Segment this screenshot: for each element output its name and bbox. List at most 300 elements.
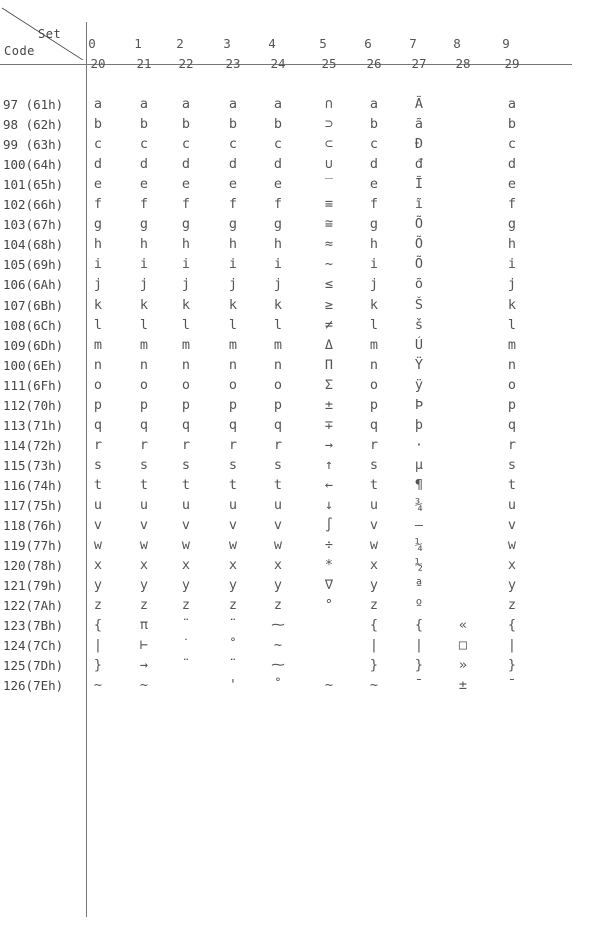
set-code: 27 (411, 56, 427, 71)
char-cell: x (181, 557, 191, 574)
char-cell: s (369, 456, 379, 473)
char-cell: o (369, 376, 379, 393)
char-cell: h (369, 236, 379, 253)
char-cell: t (273, 476, 283, 493)
char-cell: z (273, 597, 283, 614)
char-cell: { (93, 617, 103, 634)
char-cell: v (181, 517, 191, 534)
char-cell: d (139, 156, 149, 173)
char-cell: * (324, 557, 334, 574)
char-cell: · (414, 436, 424, 453)
row-code-label: 117(75h) (3, 498, 64, 513)
char-cell: ≠ (324, 316, 334, 333)
char-cell: Ã (414, 96, 424, 112)
char-cell: y (507, 577, 517, 594)
char-cell: l (369, 316, 379, 333)
char-cell: n (93, 356, 103, 373)
char-cell: d (507, 156, 517, 173)
char-cell: t (139, 476, 149, 493)
set-number: 8 (453, 36, 461, 51)
char-cell: p (507, 396, 517, 413)
char-cell: u (273, 497, 283, 513)
char-cell: u (507, 497, 517, 513)
set-code: 20 (90, 56, 106, 71)
char-cell: j (507, 276, 517, 293)
char-cell: a (507, 96, 517, 112)
char-cell: d (93, 156, 103, 173)
char-cell: t (507, 476, 517, 493)
char-cell: l (507, 316, 517, 333)
row-code-label: 100(64h) (3, 157, 64, 173)
char-cell: e (228, 176, 238, 193)
char-cell: | (93, 637, 103, 654)
char-cell: ˙ (181, 637, 191, 654)
char-cell: t (181, 476, 191, 493)
char-cell: } (93, 657, 103, 674)
row-code-label: 123(7Bh) (3, 618, 64, 634)
char-cell: d (273, 156, 283, 173)
char-cell: q (507, 416, 517, 433)
char-cell: v (273, 517, 283, 534)
char-cell: v (369, 517, 379, 534)
char-cell: h (139, 236, 149, 253)
char-cell: c (228, 136, 238, 153)
char-cell: w (181, 537, 191, 554)
row-code-label: 113(71h) (3, 417, 64, 433)
set-number: 5 (319, 36, 327, 51)
char-cell: b (228, 116, 238, 133)
set-code: 26 (366, 56, 382, 71)
char-cell: m (369, 336, 379, 353)
char-cell: w (93, 537, 103, 554)
char-cell: c (139, 136, 149, 153)
set-number: 4 (268, 36, 276, 51)
horizontal-divider (0, 64, 572, 65)
char-cell: g (228, 216, 238, 233)
char-cell: — (414, 517, 424, 534)
char-cell: ~ (324, 677, 334, 694)
char-cell: m (93, 336, 103, 353)
char-cell: d (181, 156, 191, 173)
row-code-label: 108(6Ch) (3, 317, 64, 333)
char-cell: Ĩ (414, 176, 424, 193)
char-cell: s (181, 456, 191, 473)
set-number: 7 (409, 36, 417, 51)
char-cell: } (507, 657, 517, 674)
char-cell: ∫ (324, 517, 334, 534)
char-cell: } (414, 657, 424, 674)
char-cell: ≥ (324, 296, 334, 313)
char-cell: q (369, 416, 379, 433)
char-cell: j (369, 276, 379, 293)
set-code: 22 (178, 56, 194, 71)
char-cell: ~ (273, 637, 283, 654)
char-cell: z (228, 597, 238, 614)
set-number: 6 (364, 36, 372, 51)
row-code-label: 98 (62h) (3, 117, 64, 133)
char-cell: j (93, 276, 103, 293)
set-code: 24 (270, 56, 286, 71)
char-cell: l (273, 316, 283, 333)
row-code-label: 122(7Ah) (3, 598, 64, 614)
char-cell: k (369, 296, 379, 313)
char-cell: u (369, 497, 379, 513)
char-cell: → (139, 657, 149, 674)
code-header-label: Code (4, 44, 35, 58)
char-cell: ~ (139, 677, 149, 694)
char-cell: i (369, 256, 379, 273)
char-cell: b (369, 116, 379, 133)
char-cell: ½ (414, 557, 424, 574)
char-cell: e (369, 176, 379, 193)
char-cell: r (507, 436, 517, 453)
char-cell: j (139, 276, 149, 293)
char-cell: f (369, 196, 379, 213)
char-cell: e (181, 176, 191, 193)
row-code-label: 125(7Dh) (3, 658, 64, 674)
row-code-label: 103(67h) (3, 217, 64, 233)
char-cell: ĩ (414, 196, 424, 213)
char-cell: t (369, 476, 379, 493)
char-cell: b (93, 116, 103, 133)
char-cell: c (369, 136, 379, 153)
char-cell: ← (324, 476, 334, 493)
char-cell: ∇ (324, 577, 334, 594)
char-cell: w (369, 537, 379, 554)
char-cell: Δ (324, 336, 334, 353)
char-cell: u (181, 497, 191, 513)
char-cell: n (507, 356, 517, 373)
char-cell: z (181, 597, 191, 614)
char-cell: q (93, 416, 103, 433)
char-cell: b (181, 116, 191, 133)
char-cell: q (273, 416, 283, 433)
char-cell: Þ (414, 396, 424, 413)
char-cell: h (273, 236, 283, 253)
char-cell: l (139, 316, 149, 333)
char-cell: t (93, 476, 103, 493)
char-cell: w (139, 537, 149, 554)
char-cell: r (181, 436, 191, 453)
char-cell: h (93, 236, 103, 253)
char-cell: g (139, 216, 149, 233)
char-cell: ¨ (228, 617, 238, 634)
char-cell: ∓ (324, 416, 334, 433)
set-code: 25 (321, 56, 337, 71)
char-cell: g (181, 216, 191, 233)
char-cell: u (139, 497, 149, 513)
char-cell: o (181, 376, 191, 393)
char-cell: b (507, 116, 517, 133)
set-number: 9 (502, 36, 510, 51)
char-cell: i (228, 256, 238, 273)
char-cell: f (228, 196, 238, 213)
char-cell: f (93, 196, 103, 213)
char-cell: s (93, 456, 103, 473)
char-cell: Ÿ (414, 356, 424, 373)
char-cell: ˚ (228, 637, 238, 654)
char-cell: t (228, 476, 238, 493)
char-cell: c (273, 136, 283, 153)
row-code-label: 100(6Eh) (3, 357, 64, 373)
char-cell: v (228, 517, 238, 534)
char-cell: p (139, 396, 149, 413)
row-code-label: 106(6Ah) (3, 277, 64, 293)
char-cell: u (93, 497, 103, 513)
char-cell: | (507, 637, 517, 654)
char-cell: ¼ (414, 537, 424, 554)
char-cell: c (507, 136, 517, 153)
char-cell: ¨ (181, 617, 191, 634)
char-cell: i (273, 256, 283, 273)
char-cell: q (181, 416, 191, 433)
char-cell: p (369, 396, 379, 413)
set-number: 0 (88, 36, 96, 51)
char-cell: k (273, 296, 283, 313)
char-cell: p (228, 396, 238, 413)
char-cell: c (181, 136, 191, 153)
char-cell: ± (324, 396, 334, 413)
char-cell: x (228, 557, 238, 574)
char-cell: n (139, 356, 149, 373)
row-code-label: 115(73h) (3, 457, 64, 473)
char-cell: μ (414, 456, 424, 473)
char-cell: n (369, 356, 379, 373)
char-cell: b (139, 116, 149, 133)
char-cell: Đ (414, 136, 424, 153)
char-cell: e (93, 176, 103, 193)
char-cell: e (507, 176, 517, 193)
char-cell: z (507, 597, 517, 614)
char-cell: n (181, 356, 191, 373)
char-cell: º (414, 597, 424, 614)
set-number: 2 (176, 36, 184, 51)
char-cell: n (273, 356, 283, 373)
char-cell: b (273, 116, 283, 133)
row-code-label: 105(69h) (3, 257, 64, 273)
char-cell: m (228, 336, 238, 353)
char-cell: r (93, 436, 103, 453)
set-header-label: Set (38, 27, 62, 41)
char-cell: p (93, 396, 103, 413)
char-cell: Π (324, 356, 334, 373)
char-cell: { (507, 617, 517, 634)
char-cell: y (93, 577, 103, 594)
char-cell: ⁓ (271, 617, 285, 634)
char-cell: ↑ (324, 456, 334, 473)
char-cell: o (93, 376, 103, 393)
row-code-label: 99 (63h) (3, 137, 64, 153)
char-cell: Ú (414, 336, 424, 353)
char-cell: d (369, 156, 379, 173)
set-code: 29 (504, 56, 520, 71)
char-cell: o (507, 376, 517, 393)
row-code-label: 97 (61h) (3, 97, 64, 112)
char-cell: | (414, 637, 424, 654)
char-cell: i (93, 256, 103, 273)
row-code-label: 126(7Eh) (3, 678, 64, 694)
char-cell: h (507, 236, 517, 253)
char-cell: a (273, 96, 283, 112)
char-cell: l (181, 316, 191, 333)
char-cell: j (228, 276, 238, 293)
char-cell: y (273, 577, 283, 594)
char-cell: f (273, 196, 283, 213)
char-cell: m (273, 336, 283, 353)
char-cell: w (507, 537, 517, 554)
char-cell: ⊂ (324, 136, 334, 153)
char-cell: s (228, 456, 238, 473)
char-cell: x (369, 557, 379, 574)
char-cell: r (139, 436, 149, 453)
char-cell: x (273, 557, 283, 574)
char-cell: ⁓ (271, 657, 285, 674)
char-cell: Õ (414, 256, 424, 273)
set-number: 3 (223, 36, 231, 51)
char-cell: a (139, 96, 149, 112)
char-cell: Õ (414, 236, 424, 253)
char-cell: ~ (369, 677, 379, 694)
row-code-label: 102(66h) (3, 197, 64, 213)
char-cell: n (228, 356, 238, 373)
char-cell: o (139, 376, 149, 393)
char-cell: e (273, 176, 283, 193)
char-cell: | (369, 637, 379, 654)
char-cell: y (369, 577, 379, 594)
char-cell: ⊃ (324, 116, 334, 133)
char-cell: ¯ (507, 677, 517, 694)
char-cell: z (139, 597, 149, 614)
char-cell: □ (458, 637, 468, 654)
char-cell: c (93, 136, 103, 153)
char-cell: þ (414, 416, 424, 433)
set-code: 21 (136, 56, 152, 71)
char-cell: r (228, 436, 238, 453)
char-cell: q (228, 416, 238, 433)
char-cell: o (273, 376, 283, 393)
char-cell: s (507, 456, 517, 473)
char-cell: y (181, 577, 191, 594)
row-code-label: 109(6Dh) (3, 337, 64, 353)
row-code-label: 107(6Bh) (3, 297, 64, 313)
char-cell: ¶ (414, 476, 424, 493)
char-cell: m (181, 336, 191, 353)
char-cell: š (414, 316, 424, 333)
char-cell: s (139, 456, 149, 473)
set-code: 28 (455, 56, 471, 71)
set-number: 1 (134, 36, 142, 51)
char-cell: k (228, 296, 238, 313)
char-cell: ÿ (414, 376, 424, 393)
char-cell: x (93, 557, 103, 574)
char-cell: ‾ (324, 176, 334, 193)
char-cell: u (228, 497, 238, 513)
char-cell: ° (324, 597, 334, 614)
char-cell: ~ (93, 677, 103, 694)
row-code-label: 112(70h) (3, 397, 64, 413)
char-cell: g (273, 216, 283, 233)
char-cell: z (369, 597, 379, 614)
char-cell: y (139, 577, 149, 594)
char-cell: j (273, 276, 283, 293)
char-cell: a (228, 96, 238, 112)
row-code-label: 119(77h) (3, 538, 64, 554)
char-cell: k (139, 296, 149, 313)
char-cell: đ (414, 156, 424, 173)
char-cell: ¨ (228, 657, 238, 674)
char-cell: ≈ (324, 236, 334, 253)
row-code-label: 111(6Fh) (3, 377, 64, 393)
char-cell: v (507, 517, 517, 534)
char-cell: p (273, 396, 283, 413)
char-cell: ± (458, 677, 468, 694)
char-cell: Σ (324, 376, 334, 393)
char-cell: r (369, 436, 379, 453)
char-cell: → (324, 436, 334, 453)
char-cell: a (181, 96, 191, 112)
char-cell: { (369, 617, 379, 634)
char-cell: i (507, 256, 517, 273)
char-cell: ↓ (324, 497, 334, 513)
row-code-label: 114(72h) (3, 437, 64, 453)
char-cell: l (93, 316, 103, 333)
char-cell: r (273, 436, 283, 453)
char-cell: ⊢ (139, 637, 149, 654)
char-cell: ~ (324, 256, 334, 273)
char-cell: ¨ (181, 657, 191, 674)
char-cell: ∩ (324, 96, 334, 112)
char-cell: ˚ (273, 677, 283, 694)
char-cell: ' (228, 677, 238, 694)
row-code-label: 101(65h) (3, 177, 64, 193)
char-cell: i (181, 256, 191, 273)
row-code-label: 124(7Ch) (3, 638, 64, 654)
vertical-divider (86, 22, 87, 917)
char-cell: w (228, 537, 238, 554)
char-cell: ª (414, 577, 424, 594)
char-cell: k (507, 296, 517, 313)
char-cell: π (139, 617, 149, 634)
char-cell: f (507, 196, 517, 213)
row-code-label: 118(76h) (3, 518, 64, 534)
char-cell: « (458, 617, 468, 634)
set-code: 23 (225, 56, 241, 71)
char-cell: x (139, 557, 149, 574)
char-cell: ã (414, 116, 424, 133)
char-cell: a (369, 96, 379, 112)
char-cell: ¾ (414, 497, 424, 513)
char-cell: ≡ (324, 196, 334, 213)
char-cell: w (273, 537, 283, 554)
char-cell: ∪ (324, 156, 334, 173)
row-code-label: 116(74h) (3, 477, 64, 493)
char-cell: m (507, 336, 517, 353)
char-cell: f (139, 196, 149, 213)
char-cell: i (139, 256, 149, 273)
char-cell: e (139, 176, 149, 193)
char-cell: x (507, 557, 517, 574)
row-code-label: 104(68h) (3, 237, 64, 253)
char-cell: ÷ (324, 537, 334, 554)
char-cell: Õ (414, 216, 424, 233)
char-cell: ≤ (324, 276, 334, 293)
char-cell: » (458, 657, 468, 674)
char-cell: v (93, 517, 103, 534)
char-cell: j (181, 276, 191, 293)
char-cell: g (507, 216, 517, 233)
char-cell: a (93, 96, 103, 112)
row-code-label: 120(78h) (3, 558, 64, 574)
